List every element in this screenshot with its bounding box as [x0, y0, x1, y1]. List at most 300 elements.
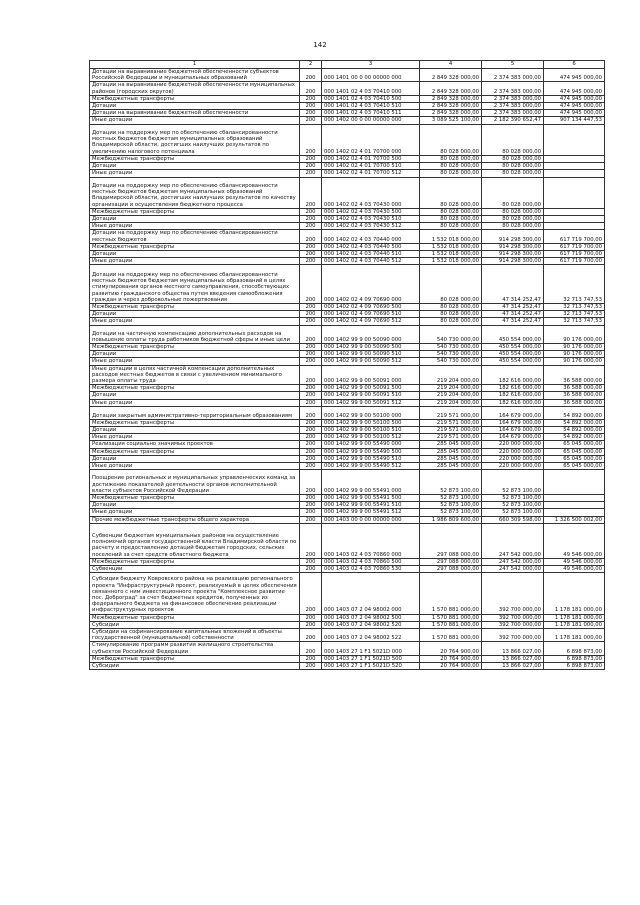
row-approved-amount: 80 028 000,00: [420, 124, 482, 155]
row-budget-code: 000 1402 02 4 03 70440 510: [322, 250, 420, 257]
row-admin-code: 200: [300, 351, 322, 358]
table-row: [90, 462, 605, 469]
row-name: Дотации: [90, 163, 300, 170]
row-admin-code: 200: [300, 455, 322, 462]
row-remaining-amount: 32 713 747,53: [544, 318, 605, 325]
row-admin-code: 200: [300, 110, 322, 117]
row-name: Межбюджетные трансферты: [90, 155, 300, 162]
table-row: [90, 311, 605, 318]
row-admin-code: 200: [300, 230, 322, 243]
row-name: Дотации на поддержку мер по обеспечению сбалансированности местных бюджетов бюджетам муниципальных образований Владимирской области, достигших наилучших результатов по качеству организации и осуществления бюджетного процесса: [90, 177, 300, 208]
row-approved-amount: 219 204 000,00: [420, 399, 482, 406]
row-remaining-amount: 474 945 000,00: [544, 110, 605, 117]
row-remaining-amount: 65 045 000,00: [544, 448, 605, 455]
row-budget-code: 000 1402 02 4 09 70690 000: [322, 265, 420, 304]
row-executed-amount: 80 028 000,00: [482, 155, 544, 162]
row-executed-amount: 164 679 000,00: [482, 434, 544, 441]
row-approved-amount: 80 028 000,00: [420, 265, 482, 304]
table-row: [90, 419, 605, 426]
row-admin-code: 200: [300, 95, 322, 102]
row-approved-amount: 80 028 000,00: [420, 177, 482, 208]
row-budget-code: 000 1403 02 4 03 70860 530: [322, 565, 420, 572]
row-budget-code: 000 1402 02 4 01 70700 512: [322, 170, 420, 177]
row-admin-code: 200: [300, 462, 322, 469]
row-budget-code: 000 1402 99 9 00 55491 500: [322, 494, 420, 501]
row-approved-amount: 219 204 000,00: [420, 365, 482, 385]
row-budget-code: 000 1402 99 9 00 55491 510: [322, 502, 420, 509]
row-executed-amount: 914 298 300,00: [482, 230, 544, 243]
row-budget-code: 000 1402 02 4 03 70430 500: [322, 208, 420, 215]
row-approved-amount: 20 764 900,00: [420, 655, 482, 662]
row-name: Иные дотации: [90, 223, 300, 230]
row-remaining-amount: 6 898 873,00: [544, 662, 605, 669]
row-approved-amount: 80 028 000,00: [420, 170, 482, 177]
table-row: [90, 95, 605, 102]
row-name: Субсидия бюджету Ковровского района на реализацию регионального проекта "Инфраструктурный проект, реализуемый в целях обеспечения связанного с ним инвестиционного проекта "Комплексное развитие пос. Доброград" за счет бюджетных кредитов, полученных из федерального бюджета на финансовое обеспечение реализации инфраструктурных проектов: [90, 573, 300, 614]
row-approved-amount: 285 045 000,00: [420, 462, 482, 469]
row-admin-code: 200: [300, 177, 322, 208]
row-approved-amount: 219 571 000,00: [420, 434, 482, 441]
row-executed-amount: 450 554 000,00: [482, 351, 544, 358]
table-row: [90, 358, 605, 365]
row-name: Дотации: [90, 215, 300, 222]
row-remaining-amount: 32 713 747,53: [544, 265, 605, 304]
row-remaining-amount: 36 588 000,00: [544, 392, 605, 399]
row-executed-amount: 47 314 252,47: [482, 311, 544, 318]
table-row: [90, 250, 605, 257]
table-row: [90, 124, 605, 155]
row-remaining-amount: 617 719 700,00: [544, 243, 605, 250]
row-approved-amount: 297 088 000,00: [420, 558, 482, 565]
table-row: [90, 614, 605, 621]
row-remaining-amount: 36 588 000,00: [544, 365, 605, 385]
row-budget-code: 000 1402 99 9 00 50091 512: [322, 399, 420, 406]
budget-table: [89, 60, 605, 670]
row-admin-code: 200: [300, 406, 322, 419]
row-approved-amount: 52 873 100,00: [420, 502, 482, 509]
row-approved-amount: 52 873 100,00: [420, 509, 482, 516]
row-executed-amount: 220 000 000,00: [482, 455, 544, 462]
row-remaining-amount: 32 713 747,53: [544, 311, 605, 318]
row-approved-amount: 285 045 000,00: [420, 448, 482, 455]
row-admin-code: 200: [300, 69, 322, 82]
row-budget-code: 000 1403 27 1 F1 5021D 520: [322, 662, 420, 669]
row-remaining-amount: [544, 223, 605, 230]
row-name: Иные дотации: [90, 358, 300, 365]
row-budget-code: 000 1401 02 4 03 70410 511: [322, 110, 420, 117]
row-budget-code: 000 1402 99 9 00 50100 500: [322, 419, 420, 426]
row-approved-amount: 80 028 000,00: [420, 318, 482, 325]
row-remaining-amount: 65 045 000,00: [544, 441, 605, 448]
row-remaining-amount: 1 326 500 002,00: [544, 516, 605, 523]
row-executed-amount: 450 554 000,00: [482, 344, 544, 351]
table-row: [90, 621, 605, 628]
row-name: Дотации на выравнивание бюджетной обеспеченности субъектов Российской Федерации и муниципальных образований: [90, 69, 300, 82]
table-row: [90, 509, 605, 516]
row-executed-amount: 2 182 390 652,47: [482, 117, 544, 124]
table-row: [90, 434, 605, 441]
row-executed-amount: 182 616 000,00: [482, 399, 544, 406]
row-budget-code: 000 1401 02 4 03 70410 500: [322, 95, 420, 102]
row-approved-amount: 2 849 328 000,00: [420, 110, 482, 117]
row-executed-amount: 450 554 000,00: [482, 358, 544, 365]
row-executed-amount: 52 873 100,00: [482, 502, 544, 509]
row-admin-code: 200: [300, 628, 322, 641]
row-admin-code: 200: [300, 399, 322, 406]
row-approved-amount: 540 730 000,00: [420, 358, 482, 365]
row-approved-amount: 219 204 000,00: [420, 392, 482, 399]
table-row: [90, 243, 605, 250]
row-budget-code: 000 1402 99 9 00 50090 512: [322, 358, 420, 365]
row-admin-code: 200: [300, 155, 322, 162]
row-remaining-amount: 617 719 700,00: [544, 250, 605, 257]
row-budget-code: 000 1402 99 9 00 50091 000: [322, 365, 420, 385]
row-admin-code: 200: [300, 318, 322, 325]
row-admin-code: 200: [300, 573, 322, 614]
row-approved-amount: 52 873 100,00: [420, 494, 482, 501]
table-row: [90, 426, 605, 433]
row-remaining-amount: 6 898 873,00: [544, 642, 605, 655]
table-row: [90, 628, 605, 641]
row-name: Субвенции бюджетам муниципальных районов на осуществление полномочий органов государственной власти Владимирской области по расчету и предоставлению дотаций бюджетам городских, сельских поселений за счет средств областного бюджета: [90, 523, 300, 558]
row-name: Межбюджетные трансферты: [90, 304, 300, 311]
row-remaining-amount: 36 588 000,00: [544, 385, 605, 392]
table-row: [90, 655, 605, 662]
row-name: Субвенции: [90, 565, 300, 572]
row-approved-amount: 540 730 000,00: [420, 325, 482, 343]
row-remaining-amount: 65 045 000,00: [544, 462, 605, 469]
row-name: Иные дотации: [90, 509, 300, 516]
row-executed-amount: 247 542 000,00: [482, 523, 544, 558]
row-remaining-amount: 1 178 181 000,00: [544, 628, 605, 641]
row-budget-code: 000 1403 07 2 04 98002 500: [322, 614, 420, 621]
row-remaining-amount: 617 719 700,00: [544, 230, 605, 243]
table-row: [90, 399, 605, 406]
row-name: Прочие межбюджетные трансферты общего характера: [90, 516, 300, 523]
row-name: Дотации на поддержку мер по обеспечению сбалансированности местных бюджетов: [90, 230, 300, 243]
row-executed-amount: 80 028 000,00: [482, 223, 544, 230]
column-header: 6: [544, 61, 605, 69]
row-executed-amount: 220 000 000,00: [482, 448, 544, 455]
row-admin-code: 200: [300, 215, 322, 222]
row-approved-amount: 3 089 525 100,00: [420, 117, 482, 124]
table-row: [90, 494, 605, 501]
row-remaining-amount: [544, 215, 605, 222]
row-budget-code: 000 1402 99 9 00 50090 510: [322, 351, 420, 358]
row-admin-code: 200: [300, 124, 322, 155]
row-budget-code: 000 1402 99 9 00 50100 510: [322, 426, 420, 433]
row-remaining-amount: [544, 155, 605, 162]
row-admin-code: 200: [300, 365, 322, 385]
row-budget-code: 000 1402 02 4 03 70430 512: [322, 223, 420, 230]
row-admin-code: 200: [300, 103, 322, 110]
row-approved-amount: 2 849 328 000,00: [420, 103, 482, 110]
row-budget-code: 000 1402 99 9 00 50100 512: [322, 434, 420, 441]
row-name: Межбюджетные трансферты: [90, 558, 300, 565]
row-admin-code: 200: [300, 662, 322, 669]
row-remaining-amount: 1 178 181 000,00: [544, 614, 605, 621]
table-row: [90, 325, 605, 343]
column-header: 4: [420, 61, 482, 69]
row-approved-amount: 20 764 900,00: [420, 642, 482, 655]
row-admin-code: 200: [300, 258, 322, 265]
row-budget-code: 000 1402 02 4 01 70700 500: [322, 155, 420, 162]
row-budget-code: 000 1402 02 4 09 70690 512: [322, 318, 420, 325]
row-executed-amount: 52 873 100,00: [482, 494, 544, 501]
row-budget-code: 000 1402 02 4 03 70440 500: [322, 243, 420, 250]
row-approved-amount: 219 571 000,00: [420, 406, 482, 419]
row-admin-code: 200: [300, 655, 322, 662]
row-name: Иные дотации: [90, 318, 300, 325]
row-name: Дотации закрытым административно-территориальным образованиям: [90, 406, 300, 419]
table-row: [90, 558, 605, 565]
row-budget-code: 000 1402 00 0 00 00000 000: [322, 117, 420, 124]
row-budget-code: 000 1402 02 4 03 70440 512: [322, 258, 420, 265]
row-approved-amount: 20 764 900,00: [420, 662, 482, 669]
row-budget-code: 000 1403 00 0 00 00000 000: [322, 516, 420, 523]
table-row: [90, 265, 605, 304]
table-row: [90, 662, 605, 669]
column-header: 5: [482, 61, 544, 69]
row-admin-code: 200: [300, 170, 322, 177]
row-admin-code: 200: [300, 344, 322, 351]
row-admin-code: 200: [300, 441, 322, 448]
row-executed-amount: 80 028 000,00: [482, 177, 544, 208]
row-remaining-amount: [544, 163, 605, 170]
row-admin-code: 200: [300, 434, 322, 441]
row-name: Дотации: [90, 392, 300, 399]
row-name: Иные дотации: [90, 462, 300, 469]
row-admin-code: 200: [300, 265, 322, 304]
row-approved-amount: 297 088 000,00: [420, 523, 482, 558]
row-executed-amount: 2 374 383 000,00: [482, 82, 544, 95]
table-row: [90, 344, 605, 351]
row-approved-amount: 297 088 000,00: [420, 565, 482, 572]
row-name: Иные дотации: [90, 117, 300, 124]
row-approved-amount: 80 028 000,00: [420, 155, 482, 162]
row-name: Межбюджетные трансферты: [90, 243, 300, 250]
row-approved-amount: 52 873 100,00: [420, 470, 482, 495]
row-admin-code: 200: [300, 117, 322, 124]
row-name: Межбюджетные трансферты: [90, 208, 300, 215]
row-remaining-amount: 54 892 000,00: [544, 434, 605, 441]
row-approved-amount: 285 045 000,00: [420, 441, 482, 448]
row-executed-amount: 80 028 000,00: [482, 163, 544, 170]
row-admin-code: 200: [300, 243, 322, 250]
row-executed-amount: 2 374 383 000,00: [482, 110, 544, 117]
row-executed-amount: 182 616 000,00: [482, 385, 544, 392]
row-admin-code: 200: [300, 82, 322, 95]
row-admin-code: 200: [300, 419, 322, 426]
table-row: [90, 163, 605, 170]
row-name: Реализация социально значимых проектов: [90, 441, 300, 448]
row-name: Иные дотации: [90, 399, 300, 406]
row-remaining-amount: 474 945 000,00: [544, 103, 605, 110]
row-approved-amount: 1 532 018 000,00: [420, 258, 482, 265]
row-budget-code: 000 1402 02 4 09 70690 510: [322, 311, 420, 318]
row-approved-amount: 1 532 018 000,00: [420, 243, 482, 250]
row-admin-code: 200: [300, 163, 322, 170]
row-name: Дотации: [90, 103, 300, 110]
row-executed-amount: 13 866 027,00: [482, 662, 544, 669]
row-remaining-amount: 6 898 873,00: [544, 655, 605, 662]
row-approved-amount: 1 570 881 000,00: [420, 614, 482, 621]
table-row: [90, 223, 605, 230]
row-name: Межбюджетные трансферты: [90, 419, 300, 426]
row-executed-amount: 80 028 000,00: [482, 124, 544, 155]
row-name: Субсидии: [90, 662, 300, 669]
row-remaining-amount: 907 134 447,53: [544, 117, 605, 124]
row-executed-amount: 164 679 000,00: [482, 419, 544, 426]
row-executed-amount: 914 298 300,00: [482, 243, 544, 250]
table-row: [90, 258, 605, 265]
row-admin-code: 200: [300, 311, 322, 318]
row-budget-code: 000 1402 02 4 01 70700 000: [322, 124, 420, 155]
row-remaining-amount: 1 178 181 000,00: [544, 573, 605, 614]
row-name: Дотации: [90, 502, 300, 509]
table-row: [90, 177, 605, 208]
row-executed-amount: 2 374 383 000,00: [482, 103, 544, 110]
row-remaining-amount: 36 588 000,00: [544, 399, 605, 406]
row-approved-amount: 1 570 881 000,00: [420, 573, 482, 614]
row-approved-amount: 219 571 000,00: [420, 426, 482, 433]
row-remaining-amount: 49 546 000,00: [544, 523, 605, 558]
row-name: Дотации: [90, 455, 300, 462]
row-executed-amount: 220 000 000,00: [482, 462, 544, 469]
row-approved-amount: 1 570 881 000,00: [420, 621, 482, 628]
row-remaining-amount: 49 546 000,00: [544, 565, 605, 572]
table-body: [90, 69, 605, 670]
row-approved-amount: 80 028 000,00: [420, 163, 482, 170]
row-approved-amount: 2 849 328 000,00: [420, 95, 482, 102]
row-executed-amount: 392 700 000,00: [482, 614, 544, 621]
column-header: 2: [300, 61, 322, 69]
row-budget-code: 000 1403 02 4 03 70860 000: [322, 523, 420, 558]
row-remaining-amount: [544, 208, 605, 215]
table-row: [90, 103, 605, 110]
row-name: Межбюджетные трансферты: [90, 448, 300, 455]
row-executed-amount: 47 314 252,47: [482, 304, 544, 311]
row-executed-amount: 392 700 000,00: [482, 573, 544, 614]
row-approved-amount: 1 532 018 000,00: [420, 230, 482, 243]
table-row: [90, 110, 605, 117]
row-remaining-amount: [544, 124, 605, 155]
row-budget-code: 000 1402 99 9 00 55490 500: [322, 448, 420, 455]
row-approved-amount: 285 045 000,00: [420, 455, 482, 462]
row-approved-amount: 2 849 328 000,00: [420, 82, 482, 95]
table-row: [90, 170, 605, 177]
row-remaining-amount: [544, 494, 605, 501]
row-admin-code: 200: [300, 509, 322, 516]
row-budget-code: 000 1403 07 2 04 98002 000: [322, 573, 420, 614]
row-name: Поощрение региональных и муниципальных управленческих команд за достижение показателей деятельности органов исполнительной власти субъектов Российской Федерации: [90, 470, 300, 495]
row-remaining-amount: 474 945 000,00: [544, 95, 605, 102]
row-approved-amount: 80 028 000,00: [420, 208, 482, 215]
row-executed-amount: 182 616 000,00: [482, 392, 544, 399]
table-row: [90, 565, 605, 572]
row-approved-amount: 80 028 000,00: [420, 215, 482, 222]
table-row: [90, 455, 605, 462]
row-admin-code: 200: [300, 325, 322, 343]
row-name: Субсидии: [90, 621, 300, 628]
row-name: Дотации на выравнивание бюджетной обеспеченности муниципальных районов (городских округов): [90, 82, 300, 95]
row-executed-amount: 247 542 000,00: [482, 565, 544, 572]
row-approved-amount: 2 849 328 000,00: [420, 69, 482, 82]
row-approved-amount: 219 571 000,00: [420, 419, 482, 426]
row-executed-amount: 52 873 100,00: [482, 509, 544, 516]
row-executed-amount: 164 679 000,00: [482, 426, 544, 433]
row-budget-code: 000 1402 02 4 01 70700 510: [322, 163, 420, 170]
table-row: [90, 516, 605, 523]
table-row: [90, 573, 605, 614]
row-executed-amount: 164 679 000,00: [482, 406, 544, 419]
row-budget-code: 000 1402 99 9 00 55490 000: [322, 441, 420, 448]
row-executed-amount: 392 700 000,00: [482, 621, 544, 628]
row-name: Стимулирование программ развития жилищного строительства субъектов Российской Федерации: [90, 642, 300, 655]
row-name: Дотации на выравнивание бюджетной обеспеченности: [90, 110, 300, 117]
row-executed-amount: 220 000 000,00: [482, 441, 544, 448]
row-admin-code: 200: [300, 426, 322, 433]
row-admin-code: 200: [300, 565, 322, 572]
row-name: Межбюджетные трансферты: [90, 385, 300, 392]
row-admin-code: 200: [300, 250, 322, 257]
row-budget-code: 000 1402 99 9 00 55490 512: [322, 462, 420, 469]
row-approved-amount: 219 204 000,00: [420, 385, 482, 392]
row-budget-code: 000 1401 02 4 03 70410 000: [322, 82, 420, 95]
row-admin-code: 200: [300, 448, 322, 455]
row-executed-amount: 914 298 300,00: [482, 258, 544, 265]
table-row: [90, 365, 605, 385]
table-row: [90, 385, 605, 392]
row-budget-code: 000 1402 99 9 00 50091 510: [322, 392, 420, 399]
row-budget-code: 000 1402 02 4 03 70440 000: [322, 230, 420, 243]
row-budget-code: 000 1403 07 2 04 98002 522: [322, 628, 420, 641]
row-executed-amount: 2 374 383 000,00: [482, 95, 544, 102]
row-remaining-amount: [544, 177, 605, 208]
row-name: Иные дотации: [90, 258, 300, 265]
row-admin-code: 200: [300, 614, 322, 621]
table-row: [90, 304, 605, 311]
row-admin-code: 200: [300, 516, 322, 523]
row-executed-amount: 13 866 027,00: [482, 655, 544, 662]
row-name: Межбюджетные трансферты: [90, 655, 300, 662]
row-remaining-amount: 90 176 000,00: [544, 351, 605, 358]
row-name: Иные дотации в целях частичной компенсации дополнительных расходов местных бюджетов в связи с увеличением минимального размера оплаты труда: [90, 365, 300, 385]
row-executed-amount: 13 866 027,00: [482, 642, 544, 655]
table-row: [90, 215, 605, 222]
table-row: [90, 351, 605, 358]
row-admin-code: 200: [300, 558, 322, 565]
row-executed-amount: 52 873 100,00: [482, 470, 544, 495]
row-admin-code: 200: [300, 392, 322, 399]
row-name: Дотации на поддержку мер по обеспечению сбалансированности местных бюджетов бюджетам муниципальных образований Владимирской области, достигших наилучших результатов по увеличению налогового потенциала: [90, 124, 300, 155]
row-executed-amount: 80 028 000,00: [482, 208, 544, 215]
row-admin-code: 200: [300, 358, 322, 365]
row-remaining-amount: 65 045 000,00: [544, 455, 605, 462]
row-remaining-amount: 54 892 000,00: [544, 426, 605, 433]
row-executed-amount: 80 028 000,00: [482, 215, 544, 222]
row-name: Дотации: [90, 351, 300, 358]
row-remaining-amount: 54 892 000,00: [544, 406, 605, 419]
column-header: 3: [322, 61, 420, 69]
row-remaining-amount: [544, 509, 605, 516]
row-executed-amount: 2 374 383 000,00: [482, 69, 544, 82]
row-approved-amount: 1 532 018 000,00: [420, 250, 482, 257]
table-row: [90, 523, 605, 558]
row-remaining-amount: 54 892 000,00: [544, 419, 605, 426]
page-number: 142: [313, 41, 327, 49]
row-executed-amount: 450 554 000,00: [482, 325, 544, 343]
